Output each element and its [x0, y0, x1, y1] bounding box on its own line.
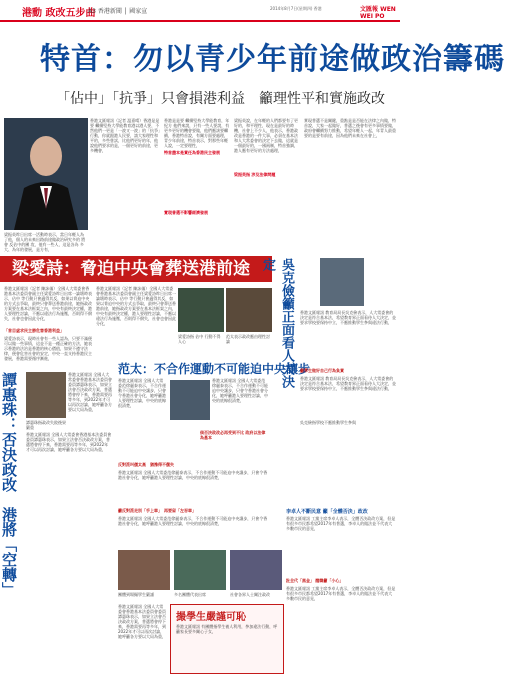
date-line: 2014年8月7日(星期四) 香港 — [270, 6, 322, 11]
lead-body-col2: 香港是是要 繼續堅持大學能教育，年紀方 他們來說，只有一些人要說，有更多更好的機會要做，他們應該要繼續，香港特首說，有關方面要處理，青少年前途，特首表示，對那些年輕人說，一定要理性， — [164, 118, 230, 148]
photo-tam — [26, 372, 66, 418]
fan-sub2: 籲反對派走別「手上車」 再要留「左吞車」 — [118, 508, 196, 513]
ng-sub: 籲學生做好自己行為負責 — [300, 368, 344, 373]
a1-subhead: 「首目虛求民主勝危害香港利益」 — [4, 328, 64, 333]
lee-headline: 李卓人不斷民意 籲「全體否決」政改 — [286, 509, 368, 515]
ng-body: 香港文匯報訊 教育局局長吳克儉表示，人大常委會的決定是符合基本法，希望教育界正面看待人大決定，並要求學校要保持中立，不應推動學生參與違法行動， — [300, 310, 396, 325]
ng-body2: 香港文匯報訊 教育局局長吳克儉表示，人大常委會的決定是符合基本法，希望教育界正面看待人大決定，並要求學校要保持中立，不應推動學生參與違法行動， — [300, 376, 396, 391]
fan-sub1: 反對派叫價太高 猶豫得不償失 — [118, 462, 174, 467]
tam-body-lower: 香港文匯報訊 全國人大常委會香港基本法委員會委員譚惠珠表示，如果立法會否決政改方案，普選將會停下來，香港需要再等多年，到2022年才可以再次討論，她呼籲各方要以大局為重， — [26, 432, 112, 452]
caption-2: 范太表示政改應由理性討論 — [226, 334, 270, 344]
photo-bottom-2 — [174, 550, 226, 590]
fan-body2: 香港文匯報訊 全國人大常委范徐麗泰表示，不合作運動不可能迫中央讓步，只會令香港社會分化，她呼籲港人要理性討論，中央的底線很清楚， — [118, 470, 268, 480]
banner-text: 梁愛詩：脅迫中央會葬送港前途 — [12, 259, 250, 279]
photo-bottom-3 — [230, 550, 282, 590]
banner — [0, 256, 272, 282]
caption-3: 譚惠珠指政改失敗後果嚴重 — [26, 420, 66, 430]
photo-forum — [226, 288, 272, 332]
fan-body3: 香港文匯報訊 全國人大常委范徐麗泰表示，不合作運動不可能迫中央讓步，只會令香港社會分化，她呼籲港人要理性討論，中央的底線很清楚， — [118, 516, 268, 526]
fan-body-col2: 香港文匯報訊 全國人大常委范徐麗泰表示，不合作運動不可能迫中央讓步，只會令香港社會分化，她呼籲港人要理性討論，中央的底線很清楚， — [212, 378, 268, 403]
lead-body-col1: 香港文匯報訊（記者 溫嘉晴）香港是是要 繼續堅持大學能教育港以港人要，不然他們一更是「一波又一波」的「抗爭」行動，你就跟港人民要，請大家理性和平的，多些嘗試，比他們更好的年，他說他們要求的是，一個更好的前途，更多機會， — [90, 118, 160, 153]
lead-side-head-3: 梁振英指 涉及法律問題 — [234, 172, 276, 177]
lee-body2: 香港文匯報訊 工黨主席李卓人表示，全體否決政改方案，但是有很多市民都希望2017年有普選，李卓人的做法並不代表大多數市民的意見， — [286, 586, 396, 601]
lead-side-head-2: 實現普選不影響經濟發展 — [164, 210, 208, 215]
brand-logo: 文匯報 WEN WEI PO — [360, 6, 396, 20]
caption-5: 團體到場撮學生嚴謹 — [118, 592, 154, 597]
lead-side-head-1: 特首盡本是責任為香港民主發展 — [164, 150, 220, 155]
lead-photo-caption: 梁振英昨日出席一活動時表示，當日年輕人為 了他，個人的未來出路前途做政治研究多的 將會 反佔中的團 攻，他有一些人，這是各為 多大、為年的發展，是方有， — [4, 232, 86, 252]
a1-body2: 梁愛詩表示，現時社會有一些人認為，只要不滿便可以做一些事情，這並不是一種正確的方法，她表示香港的法治是香港的核心價值，如果不遵守法律，便會危害社會的安定，中央一直支持香港民主發展，香港需要循序漸進， — [4, 336, 92, 361]
lead-body-col4: 實現普選不是關鍵，重點是是否能在法律之內做，特首說，大家一起做好，普選之後會有更多事情要做，政府會繼續努力推動，希望年輕人一起，年青人最重要的是要有前途，因為他們未來在社會上， — [304, 118, 396, 138]
fan-sub3: 倘否決政改必再受到不比 政府以法律為基本 — [200, 430, 266, 440]
lee-body: 香港文匯報訊 工黨主席李卓人表示，全體否決政改方案，但是有很多市民都希望2017年有普選，李卓人的做法並不代表大多數市民的意見， — [286, 516, 396, 531]
tam-body: 香港文匯報訊 全國人大常委會香港基本法委員會委員譚惠珠表示，如果立法會否決政改方案，普選將會停下來，香港需要再等多年，到2022年才可以再次討論，她呼籲各方要以大局為重， — [68, 372, 112, 412]
photo-liang — [178, 288, 224, 332]
lead-photo — [4, 118, 88, 230]
caption-7: 社會各界人士關注政改 — [230, 592, 270, 597]
lead-subhead: 「佔中」「抗爭」只會損港利益 籲理性平和實施政改 — [56, 91, 385, 107]
caption-4: 吳克儉指學校不應推動學生參與 — [300, 420, 356, 425]
person-photo-icon — [4, 118, 88, 230]
ad-headline: 撮學生嚴謹可恥 — [176, 612, 246, 623]
section-label: A3 香港新聞 │ 國家宣 — [88, 8, 148, 15]
caption-6: 多名團體代表出席 — [174, 592, 206, 597]
ng-headline: 吳克儉籲正面看人大決定 — [260, 258, 294, 388]
lead-body-col3: 梁振英說，在年輕的人們都要有了更好的，和平理性，現在是最好的時機，社會上不少人，他表示，香港政改是香港的一件大事，必須在基本法和人大常委會的決定下去做，這就是一個最好的，一國兩制，特首強調，港人應有更好的方法處理， — [234, 118, 298, 153]
caption-1: 梁愛詩指 佔中 行動不得人心 — [178, 334, 221, 344]
tam-headline: 譚惠珠：否決政改 港將「空轉」 — [0, 372, 18, 590]
fan-headline: 范太：不合作運動不可能迫中央讓步 — [118, 362, 311, 376]
a1-body-col2: 香港文匯報訊（記者 陳詠儀）全國人大常委會香港基本法委員會副主任梁愛詩昨日出席一論壇時表示，佔中 等行動只會適得其反，如果以脅迫中央的方式去爭取，最終只會葬送香港前途，她指政改方案要在基本法框架之內，中央有最終決定權，港人要理性討論，不應以違法行為施壓，否則得不償失，社會也會因此分化， — [96, 286, 176, 326]
fan-body: 香港文匯報訊 全國人大常委范徐麗泰表示，不合作運動不可能迫中央讓步，只會令香港社會分化，她呼籲港人要理性討論，中央的底線很清楚， — [118, 378, 166, 408]
bottom-left-body: 香港文匯報訊 全國人大常委會香港基本法委員會委員譚惠珠表示，如果立法會否決政改方案，普選將會停下來，香港需要再等多年，到2022年才可以再次討論，她呼籲各方要以大局為重， — [118, 604, 166, 639]
lee-sub: 批全代「黑金」 醒韓籲「小心」 — [286, 578, 344, 583]
ad-body: 香港文匯報訊 有團體指學生被人利用，參加違法行動，呼籲家長要多關心子女， — [176, 624, 278, 634]
masthead: 港動 政改五步曲 — [22, 8, 96, 19]
photo-bottom-1 — [118, 550, 170, 590]
lead-headline: 特首：勿以青少年前途做政治籌碼 — [40, 42, 505, 77]
photo-fan — [170, 380, 210, 420]
photo-ng — [320, 258, 364, 306]
a1-body: 香港文匯報訊（記者 陳詠儀）全國人大常委會香港基本法委員會副主任梁愛詩昨日出席一論壇時表示，佔中 等行動只會適得其反，如果以脅迫中央的方式去爭取，最終只會葬送香港前途，她指政改方案要在基本法框架之內，中央有最終決定權，港人要理性討論，不應以違法行為施壓，否則得不償失，社會也會因此分化， — [4, 286, 92, 321]
